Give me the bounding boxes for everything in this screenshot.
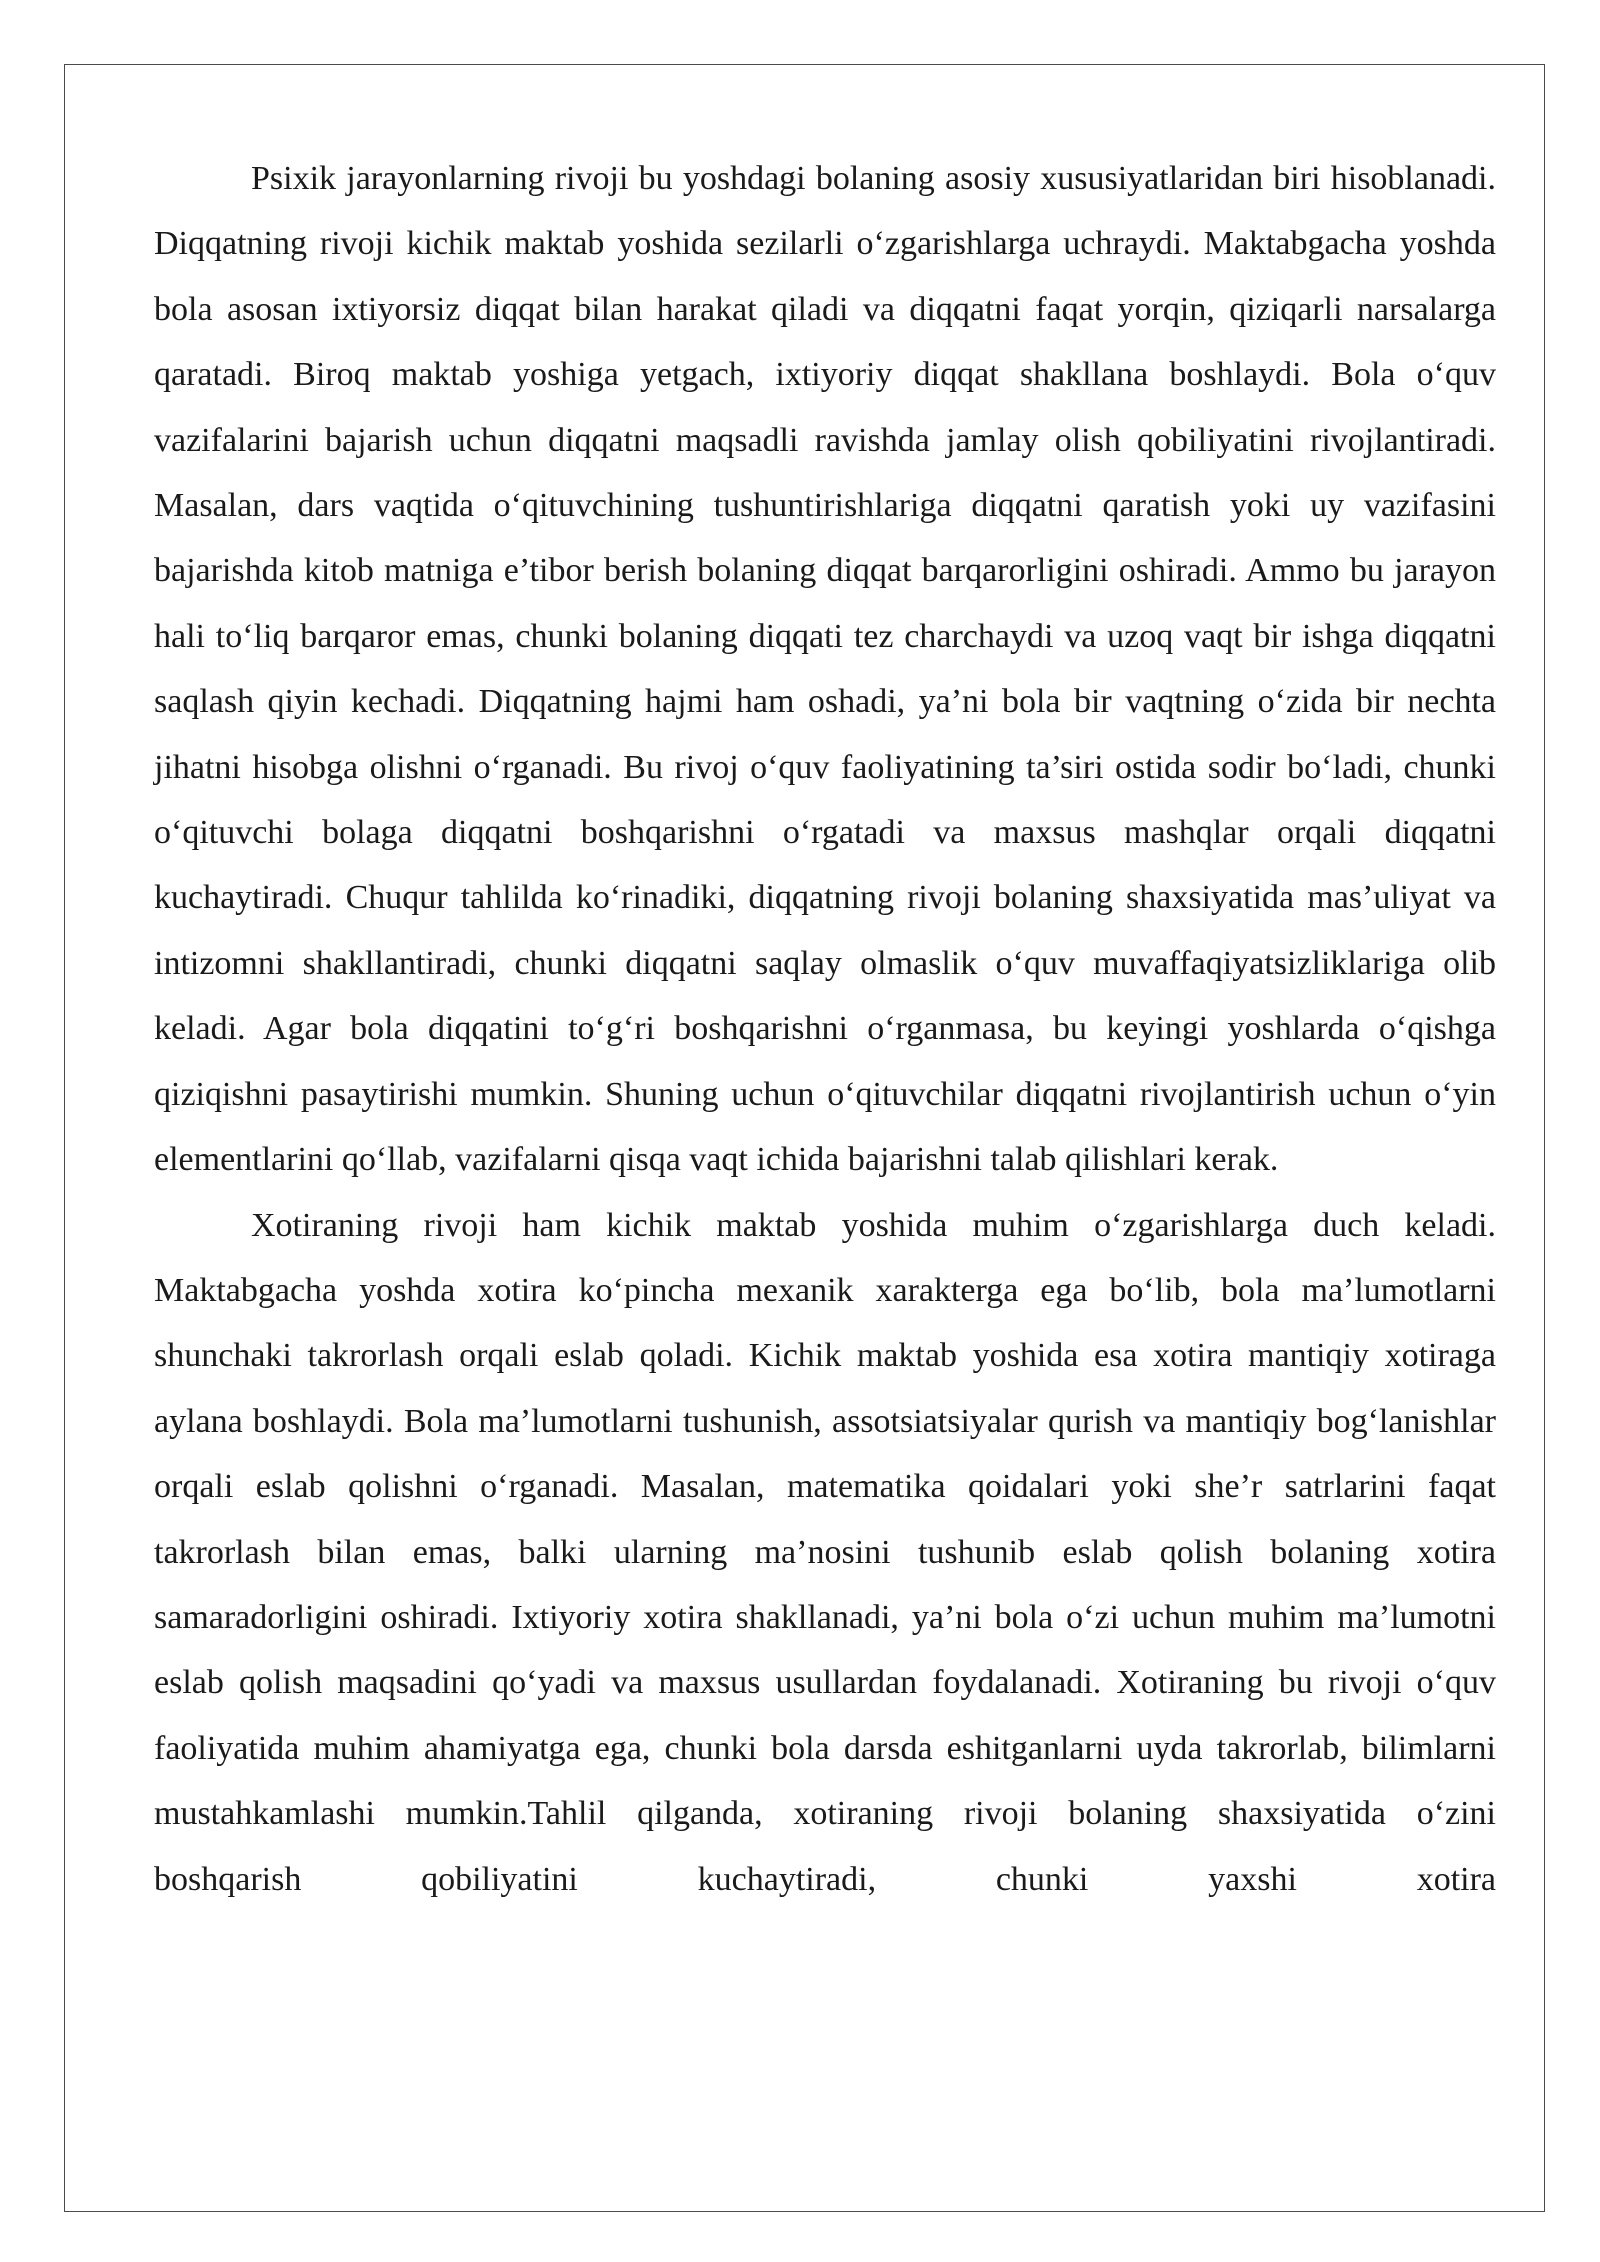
document-body xyxy=(154,146,1496,1912)
paragraph-memory: Xotiraning rivoji ham kichik maktab yoshida muhim o‘zgarishlarga duch keladi. Maktabgacha yoshda xotira ko‘pincha mexanik xarakterga ega bo‘lib, bola ma’lumotlarni shunchaki takrorlash orqali eslab qoladi. Kichik maktab yoshida esa xotira mantiqiy xotiraga aylana boshlaydi. Bola ma’lumotlarni tushunish, assotsiatsiyalar qurish va mantiqiy bog‘lanishlar orqali eslab qolishni o‘rganadi. Masalan, matematika qoidalari yoki she’r satrlarini faqat takrorlash bilan emas, balki ularning ma’nosini tushunib eslab qolish bolaning xotira samaradorligini oshiradi. Ixtiyoriy xotira shakllanadi, ya’ni bola o‘zi uchun muhim ma’lumotni eslab qolish maqsadini qo‘yadi va maxsus usullardan foydalanadi. Xotiraning bu rivoji o‘quv faoliyatida muhim ahamiyatga ega, chunki bola darsda eshitganlarni uyda takrorlab, bilimlarni mustahkamlashi mumkin.Tahlil qilganda, xotiraning rivoji bolaning shaxsiyatida o‘zini boshqarish qobiliyatini kuchaytiradi, chunki yaxshi xotira xyxy=(154,1206,1496,1898)
paragraph-attention: Psixik jarayonlarning rivoji bu yoshdagi bolaning asosiy xususiyatlaridan biri hisoblanadi. Diqqatning rivoji kichik maktab yoshida sezilarli o‘zgarishlarga uchraydi. Maktabgacha yoshda bola asosan ixtiyorsiz diqqat bilan harakat qiladi va diqqatni faqat yorqin, qiziqarli narsalarga qaratadi. Biroq maktab yoshiga yetgach, ixtiyoriy diqqat shakllana boshlaydi. Bola o‘quv vazifalarini bajarish uchun diqqatni maqsadli ravishda jamlay olish qobiliyatini rivojlantiradi. Masalan, dars vaqtida o‘qituvchining tushuntirishlariga diqqatni qaratish yoki uy vazifasini bajarishda kitob matniga e’tibor berish bolaning diqqat barqarorligini oshiradi. Ammo bu jarayon hali to‘liq barqaror emas, chunki bolaning diqqati tez charchaydi va uzoq vaqt bir ishga diqqatni saqlash qiyin kechadi. Diqqatning hajmi ham oshadi, ya’ni bola bir vaqtning o‘zida bir nechta jihatni hisobga olishni o‘rganadi. Bu rivoj o‘quv faoliyatining ta’siri ostida sodir bo‘ladi, chunki o‘qituvchi bolaga diqqatni boshqarishni o‘rgatadi va maxsus mashqlar orqali diqqatni kuchaytiradi. Chuqur tahlilda ko‘rinadiki, diqqatning rivoji bolaning shaxsiyatida mas’uliyat va intizomni shakllantiradi, chunki diqqatni saqlay olmaslik o‘quv muvaffaqiyatsizliklariga olib keladi. Agar bola diqqatini to‘g‘ri boshqarishni o‘rganmasa, bu keyingi yoshlarda o‘qishga qiziqishni pasaytirishi mumkin. Shuning uchun o‘qituvchilar diqqatni rivojlantirish uchun o‘yin elementlarini qo‘llab, vazifalarni qisqa vaqt ichida bajarishni talab qilishlari kerak. xyxy=(154,160,1496,1179)
